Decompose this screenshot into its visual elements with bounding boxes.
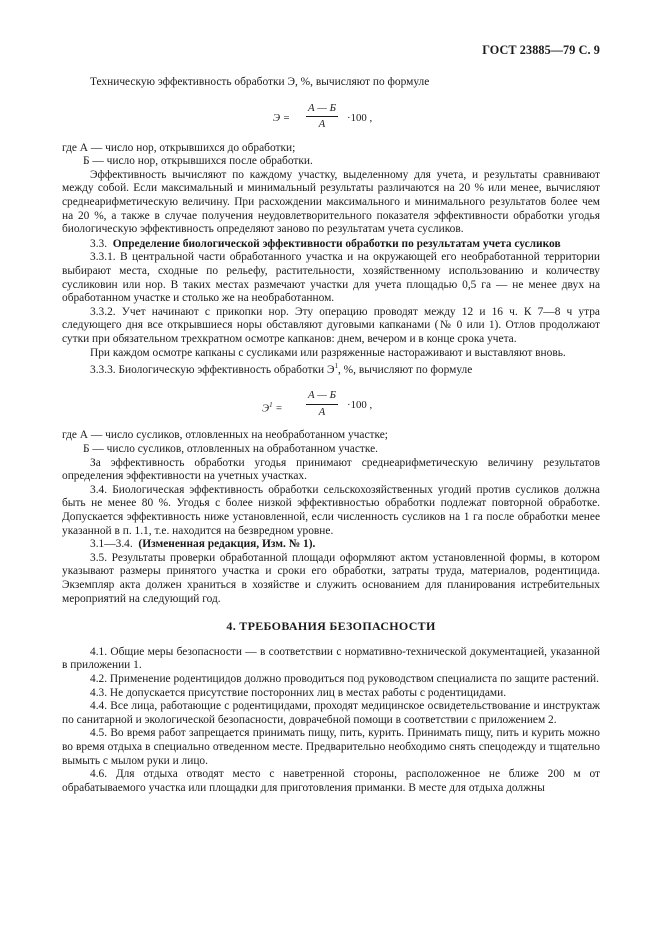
formula-numerator: А — Б: [306, 389, 338, 405]
section-title: Определение биологической эффективности обработки по результатам учета сусликов: [112, 237, 561, 250]
paragraph-trap-inspection: При каждом осмотре капканы с сусликами или разряженные настораживают и выставляют вновь.: [90, 346, 566, 359]
paragraph-4-1: 4.1. Общие меры безопасности — в соответствии с нормативно-технической документацией, указанной в приложении 1.: [62, 645, 600, 672]
formula-lhs: [262, 399, 283, 416]
where-line-a: где А — число нор, открывшихся до обработки;: [62, 141, 296, 154]
symbol: Э: [262, 403, 270, 416]
paragraph-4-6: 4.6. Для отдыха отводят место с наветренной стороны, расположенное не ближе 200 м от обрабатываемого участка или площадки для приготовления приманки. В месте для отдыха должны: [62, 768, 600, 794]
formula-denominator: А: [318, 118, 326, 131]
section-3-3-heading: [62, 238, 600, 252]
page-header: ГОСТ 23885—79 С. 9: [482, 43, 600, 57]
formula-multiplier: ·100 ,: [347, 399, 373, 412]
subscript: 1: [334, 362, 338, 371]
section-4-heading: 4. ТРЕБОВАНИЯ БЕЗОПАСНОСТИ: [226, 619, 436, 634]
paragraph-3-3-2: 3.3.2. Учет начинают с прикопки нор. Эту операцию проводят между 12 и 16 ч. К 7—8 ч утра следующего дня все открывшиеся норы обставляют дуговыми капканами (№ 0 или 1). Отлов продолжают сутки при обязательном трехкратном осмотре капканов: днем, вечером и в конце срока учета.: [62, 305, 600, 345]
paragraph-4-5: 4.5. Во время работ запрещается принимать пищу, пить, курить. Принимать пищу, пить и курить можно во время отдыха в специально отведенном месте. Предварительно необходимо снять спецодежду и тщательно вымыть с мылом руки и лицо.: [62, 727, 600, 767]
formula-technical-efficiency: [62, 102, 600, 132]
paragraph-4-4: 4.4. Все лица, работающие с родентицидами, проходят медицинское освидетельствование и инструктаж по санитарной и экологической безопасности, доврачебной помощи в соответствии с приложением 2.: [62, 700, 600, 726]
formula-multiplier: ·100 ,: [347, 111, 373, 124]
where-line-b: Б — число сусликов, отловленных на обработанном участке.: [83, 443, 379, 456]
formula-fraction: [306, 102, 338, 132]
section-number: 3.3.: [90, 237, 108, 250]
formula-denominator: А: [318, 406, 326, 419]
text-segment: , %, вычисляют по формуле: [337, 363, 473, 376]
paragraph-3-5: 3.5. Результаты проверки обработанной площади оформляют актом установленной формы, в котором указывают размеры принятого участка и сроки его обработки, затраты труда, материалов, родентицида. Экземпляр акта должен храниться в хозяйстве и служить основанием для планирования истребительных мероприятий на следующий год.: [62, 551, 600, 605]
paragraph-average-result: За эффективность обработки угодья принимают среднеарифметическую величину результатов определения эффективности на учетных участках.: [62, 456, 600, 483]
formula-lhs: Э =: [273, 111, 291, 124]
amendment-bold: (Измененная редакция, Изм. № 1).: [138, 538, 316, 551]
where-line-a: где А — число сусликов, отловленных на необработанном участке;: [62, 429, 388, 442]
formula-fraction: [306, 389, 338, 419]
paragraph-amendment-note: [62, 538, 600, 552]
equals-sign: =: [275, 403, 283, 416]
paragraph-3-4: 3.4. Биологическая эффективность обработки сельскохозяйственных угодий против сусликов должна быть не менее 80 %. Угодья с более низкой эффективностью обработки подлежат повторной обработке. Допускается эффективность ниже установленной, если численность сусликов на 1 га после обработки менее указанной в п. 1.1, т.е. находится на безвредном уровне.: [62, 483, 600, 537]
text-segment: 3.3.3. Биологическую эффективность обработки Э: [90, 363, 335, 376]
paragraph-technical-efficiency-intro: Техническую эффективность обработки Э, %, вычисляют по формуле: [90, 76, 430, 88]
paragraph-3-3-3: [62, 360, 600, 377]
formula-numerator: А — Б: [306, 102, 338, 118]
subscript: 1: [269, 401, 273, 410]
paragraph-efficiency-comparison: Эффективность вычисляют по каждому участку, выделенному для учета, и результаты сравнивают между собой. Если максимальный и минимальный результаты различаются на 20 % или менее, вычисляют среднеарифметическую величину. При расхождении максимального и минимального результатов более чем на 20 %, а также в случае получения неудовлетворительного показателя эффективности обработки угодья биологическую эффективность определяют заново по результатам учета сусликов.: [62, 168, 600, 236]
paragraph-4-2: 4.2. Применение родентицидов должно проводиться под руководством специалиста по защите растений.: [90, 672, 600, 685]
document-body: [62, 76, 600, 795]
paragraph-4-3: 4.3. Не допускается присутствие посторонних лиц в местах работы с родентицидами.: [90, 686, 507, 699]
where-line-b: Б — число нор, открывшихся после обработки.: [83, 155, 313, 168]
paragraph-3-3-1: 3.3.1. В центральной части обработанного участка и на окружающей его необработанной территории выбирают места, сходные по рельефу, растительности, хозяйственному использованию и количеству сусликовин или нор. В таких местах размечают участки для учета площадью 0,5 га — не менее двух на обработанном участке и столько же на необработанном.: [62, 251, 600, 305]
text-segment: 3.1—3.4.: [90, 538, 133, 551]
formula-biological-efficiency: [62, 389, 600, 419]
